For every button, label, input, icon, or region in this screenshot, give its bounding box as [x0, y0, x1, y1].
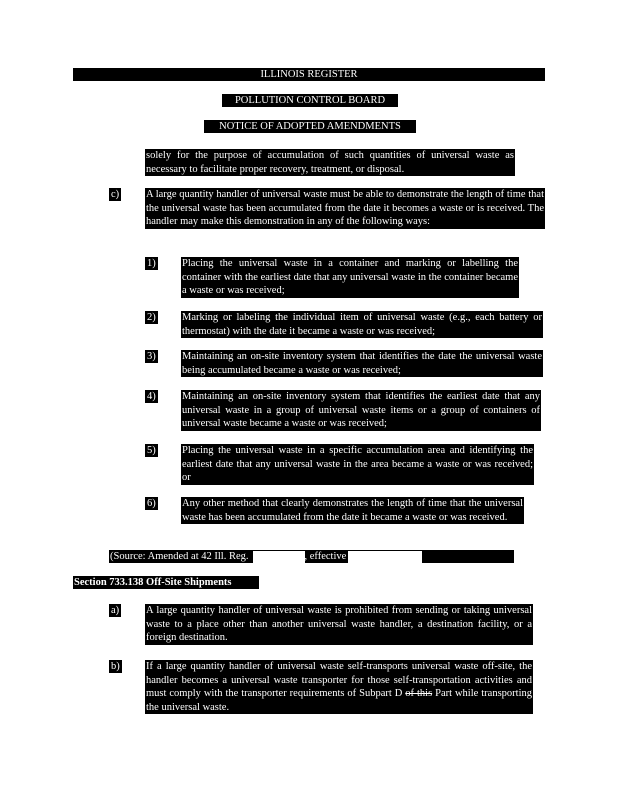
- item-a-marker: a): [111, 605, 120, 616]
- item-c-text: A large quantity handler of universal waste must be able to demonstrate the length of time that the universal waste has been accumulated from the date it becomes a waste or is received. The handler may make this demonstration in any of the following ways:: [146, 189, 544, 227]
- subitem-3-text: Maintaining an on-site inventory system that identifies the date the universal waste being accumulated became a waste or was received;: [182, 351, 542, 376]
- item-b-struck-text: of this: [405, 688, 433, 699]
- source-effective: , effective: [304, 551, 347, 562]
- source-close: ): [208, 564, 212, 575]
- section-heading: [73, 576, 259, 589]
- register-title: ILLINOIS REGISTER: [73, 68, 545, 81]
- source-gap-2: [348, 551, 422, 563]
- item-c-marker: c): [111, 189, 120, 200]
- source-line: [109, 550, 514, 575]
- subitem-6-text: Any other method that clearly demonstrates the length of time that the universal waste has been accumulated from the date it became a waste or was received.: [182, 498, 523, 523]
- notice-title: NOTICE OF ADOPTED AMENDMENTS: [204, 120, 416, 133]
- subitem-4-marker: 4): [147, 391, 156, 402]
- subitem-3-marker: 3): [147, 351, 156, 362]
- source-gap-1: [253, 551, 305, 563]
- subitem-4-text: Maintaining an on-site inventory system that identifies the earliest date that any universal waste in a group of universal waste items or a group of containers of universal waste became a waste or was received;: [182, 391, 540, 429]
- subitem-5-text: Placing the universal waste in a specific accumulation area and identifying the earliest date that any universal waste in the area became a waste or was received; or: [182, 445, 533, 483]
- subitem-2-marker: 2): [147, 312, 156, 323]
- section-title: Section 733.138 Off-Site Shipments: [74, 577, 232, 588]
- item-b-marker: b): [111, 661, 120, 672]
- subitem-6-marker: 6): [147, 498, 156, 509]
- board-title: POLLUTION CONTROL BOARD: [222, 94, 398, 107]
- subitem-2-text: Marking or labeling the individual item of universal waste (e.g., each battery or thermostat) with the date it became a waste or was received;: [182, 312, 542, 337]
- item-b-body: If a large quantity handler of universal waste self-transports universal waste off-site, the handler becomes a universal waste transporter for those self-transportation activities and must comply with the transporter requirements of: [146, 661, 532, 699]
- item-b-text: [145, 660, 533, 714]
- item-b-tail-end: Part while transporting the universal waste.: [146, 688, 532, 713]
- source-prefix: (Source: Amended at 42 Ill. Reg.: [110, 551, 249, 562]
- item-b-tail-start: Subpart D: [359, 688, 403, 699]
- item-a-text: A large quantity handler of universal waste is prohibited from sending or taking universal waste to a place other than another universal waste handler, a destination facility, or a foreign destination.: [146, 605, 532, 643]
- subitem-1-text: Placing the universal waste in a container and marking or labelling the container with the earliest date that any universal waste in the container became a waste or was received;: [182, 258, 518, 296]
- subitem-1-marker: 1): [147, 258, 156, 269]
- subitem-5-marker: 5): [147, 445, 156, 456]
- continuation-paragraph: solely for the purpose of accumulation of such quantities of universal waste as necessary to facilitate proper recovery, treatment, or disposal.: [146, 150, 514, 175]
